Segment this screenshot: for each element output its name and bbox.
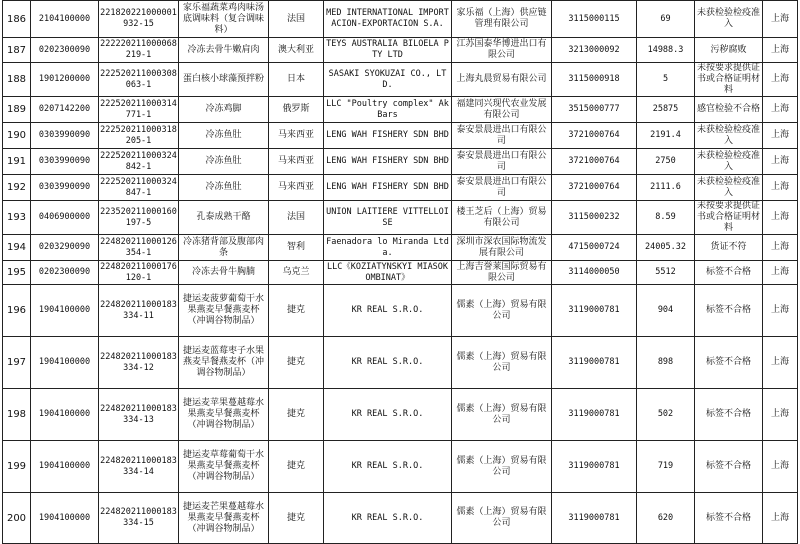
- rejection-reason: 标签不合格: [695, 285, 763, 337]
- importer-name: 儒素（上海）贸易有限公司: [452, 493, 552, 544]
- declaration-number: 224820211000183334-11: [99, 285, 179, 337]
- importer-name: 泰安景晨进出口有限公司: [452, 149, 552, 175]
- table-row: [3, 38, 798, 63]
- table-body: [3, 1, 798, 544]
- importer-name: 家乐福（上海）供应链管理有限公司: [452, 1, 552, 38]
- importer-code: 3115000115: [552, 1, 637, 38]
- importer-code: 3721000764: [552, 149, 637, 175]
- importer-code: 4715000724: [552, 235, 637, 261]
- weight-value: 502: [637, 389, 695, 441]
- port-name: 上海: [763, 441, 798, 493]
- declaration-number: 224820211000183334-12: [99, 337, 179, 389]
- origin-country: 马来西亚: [269, 149, 324, 175]
- port-name: 上海: [763, 235, 798, 261]
- weight-value: 2191.4: [637, 123, 695, 149]
- importer-code: 3721000764: [552, 175, 637, 201]
- row-number: 192: [3, 175, 31, 201]
- port-name: 上海: [763, 1, 798, 38]
- row-number: 189: [3, 97, 31, 123]
- weight-value: 2750: [637, 149, 695, 175]
- row-number: 198: [3, 389, 31, 441]
- table-row: [3, 285, 798, 337]
- rejection-reason: 未获检验检疫准入: [695, 175, 763, 201]
- hs-code: 2104100000: [31, 1, 99, 38]
- origin-country: 马来西亚: [269, 175, 324, 201]
- declaration-number: 222520211000324847-1: [99, 175, 179, 201]
- declaration-number: 224820211000176120-1: [100, 261, 177, 283]
- rejection-reason: 未按要求提供证书或合格证明材料: [695, 63, 763, 97]
- hs-code: 0303990090: [31, 175, 99, 201]
- table-row: [3, 201, 798, 235]
- declaration-number: 221820221000001932-15: [99, 1, 179, 38]
- producer-name: LLC "Poultry complex" Ak Bars: [324, 97, 452, 123]
- row-number: 188: [3, 63, 31, 97]
- importer-name: 儒素（上海）贸易有限公司: [452, 441, 552, 493]
- hs-code: 0303990090: [31, 123, 99, 149]
- importer-code: 3721000764: [552, 123, 637, 149]
- row-number: 190: [3, 123, 31, 149]
- row-number: 195: [3, 261, 31, 285]
- origin-country: 马来西亚: [269, 123, 324, 149]
- importer-name: 儒素（上海）贸易有限公司: [452, 285, 552, 337]
- origin-country: 捷克: [269, 337, 324, 389]
- weight-value: 5512: [637, 261, 695, 285]
- weight-value: 904: [637, 285, 695, 337]
- importer-code: 3115000918: [552, 63, 637, 97]
- table-row: [3, 63, 798, 97]
- origin-country: 乌克兰: [269, 261, 324, 285]
- producer-name: SASAKI SYOKUZAI CO., LTD.: [324, 63, 452, 97]
- port-name: 上海: [763, 38, 798, 63]
- hs-code: 1904100000: [31, 337, 99, 389]
- row-number: 200: [3, 493, 31, 544]
- declaration-number: 224820211000183334-14: [99, 441, 179, 493]
- row-number: 186: [3, 1, 31, 38]
- importer-code: 3515000777: [552, 97, 637, 123]
- row-number: 187: [3, 38, 31, 63]
- weight-value: 719: [637, 441, 695, 493]
- table-row: [3, 175, 798, 201]
- row-number: 196: [3, 285, 31, 337]
- port-name: 上海: [763, 201, 798, 235]
- rejection-reason: 未按要求提供证书或合格证明材料: [695, 201, 763, 235]
- weight-value: 24005.32: [637, 235, 695, 261]
- product-name: 冷冻鱼肚: [179, 149, 269, 175]
- declaration-number: 222520211000324842-1: [99, 149, 179, 175]
- table-row: [3, 493, 798, 544]
- product-name: 捷运麦菠萝葡萄干水果燕麦早餐燕麦杯（冲调谷物制品）: [179, 285, 269, 337]
- hs-code: 0202300090: [31, 261, 99, 285]
- hs-code: 1904100000: [31, 285, 99, 337]
- table-row: [3, 389, 798, 441]
- rejection-reason: 货证不符: [695, 235, 763, 261]
- port-name: 上海: [763, 493, 798, 544]
- rejection-reason: 污秽腐败: [695, 38, 763, 63]
- importer-name: 福建同兴现代农业发展有限公司: [452, 97, 552, 123]
- origin-country: 捷克: [269, 493, 324, 544]
- weight-value: 25875: [637, 97, 695, 123]
- origin-country: 澳大利亚: [269, 38, 324, 63]
- producer-name: KR REAL S.R.O.: [324, 285, 452, 337]
- importer-name: 上海丸晨贸易有限公司: [452, 63, 552, 97]
- producer-name: TEYS AUSTRALIA BILOELA PTY LTD: [324, 38, 452, 63]
- declaration-number: 224820211000183334-13: [99, 389, 179, 441]
- table-row: [3, 235, 798, 261]
- product-name: 孔泰成熟干酪: [179, 201, 269, 235]
- importer-code: 3119000781: [552, 493, 637, 544]
- importer-code: 3119000781: [552, 337, 637, 389]
- port-name: 上海: [763, 337, 798, 389]
- product-name: 蛋白核小球藻预拌粉: [179, 63, 269, 97]
- rejection-reason: 未获检验检疫准入: [695, 149, 763, 175]
- table-row: [3, 261, 798, 285]
- hs-code: 1904100000: [31, 493, 99, 544]
- port-name: 上海: [763, 63, 798, 97]
- declaration-number: 224820211000183334-15: [99, 493, 179, 544]
- port-name: 上海: [763, 175, 798, 201]
- importer-code: 3213000092: [552, 38, 637, 63]
- declaration-number: 223520211000160197-5: [99, 201, 179, 235]
- importer-name: 儒素（上海）贸易有限公司: [452, 389, 552, 441]
- importer-code: 3119000781: [552, 285, 637, 337]
- origin-country: 法国: [269, 201, 324, 235]
- origin-country: 捷克: [269, 441, 324, 493]
- origin-country: 捷克: [269, 285, 324, 337]
- product-name: 捷运麦蓝莓枣子水果燕麦早餐燕麦杯（冲调谷物制品）: [179, 337, 269, 389]
- product-name: 冷冻鱼肚: [179, 123, 269, 149]
- weight-value: 69: [637, 1, 695, 38]
- declaration-number: 222520211000318205-1: [99, 123, 179, 149]
- hs-code: 1901200000: [31, 63, 99, 97]
- origin-country: 俄罗斯: [269, 97, 324, 123]
- weight-value: 5: [637, 63, 695, 97]
- product-name: 家乐福蔬菜鸡肉味汤底调味料（复合调味料）: [179, 1, 269, 38]
- table-row: [3, 123, 798, 149]
- product-name: 冷冻去骨牛胸腩: [179, 261, 269, 285]
- rejection-table: [2, 0, 798, 544]
- producer-name: UNION LAITIERE VITTELLOISE: [324, 201, 452, 235]
- hs-code: 0207142200: [31, 97, 99, 123]
- producer-name: Faenadora lo Miranda Ltda.: [324, 235, 452, 261]
- hs-code: 1904100000: [31, 441, 99, 493]
- table-row: [3, 97, 798, 123]
- product-name: 冷冻鱼肚: [179, 175, 269, 201]
- rejection-reason: 感官检验不合格: [695, 97, 763, 123]
- producer-name: KR REAL S.R.O.: [324, 389, 452, 441]
- hs-code: 0406900000: [31, 201, 99, 235]
- port-name: 上海: [763, 389, 798, 441]
- hs-code: 1904100000: [31, 389, 99, 441]
- producer-name: LENG WAH FISHERY SDN BHD: [324, 149, 452, 175]
- importer-code: 3115000232: [552, 201, 637, 235]
- importer-code: 3114000050: [552, 261, 637, 285]
- hs-code: 0202300090: [31, 38, 99, 63]
- importer-name: 江苏国泰华博进出口有限公司: [452, 38, 552, 63]
- declaration-number: 224820211000126354-1: [99, 235, 179, 261]
- weight-value: 14988.3: [637, 38, 695, 63]
- producer-name: LENG WAH FISHERY SDN BHD: [324, 175, 452, 201]
- importer-code: 3119000781: [552, 389, 637, 441]
- table-row: [3, 441, 798, 493]
- rejection-reason: 标签不合格: [695, 389, 763, 441]
- row-number: 191: [3, 149, 31, 175]
- port-name: 上海: [763, 123, 798, 149]
- rejection-reason: 标签不合格: [695, 261, 763, 285]
- producer-name: LLC《KOZIATYNSKYI MIASOKOMBINAT》: [324, 261, 452, 285]
- weight-value: 2111.6: [637, 175, 695, 201]
- product-name: 捷运麦芒果蔓越莓水果燕麦早餐燕麦杯（冲调谷物制品）: [179, 493, 269, 544]
- producer-name: LENG WAH FISHERY SDN BHD: [324, 123, 452, 149]
- importer-code: 3119000781: [552, 441, 637, 493]
- declaration-number: 222220211000068219-1: [99, 38, 179, 63]
- port-name: 上海: [763, 285, 798, 337]
- table-row: [3, 149, 798, 175]
- producer-name: KR REAL S.R.O.: [324, 337, 452, 389]
- rejection-reason: 未获检验检疫准入: [695, 123, 763, 149]
- hs-code: 0303990090: [31, 149, 99, 175]
- origin-country: 法国: [269, 1, 324, 38]
- port-name: 上海: [763, 261, 798, 285]
- weight-value: 898: [637, 337, 695, 389]
- weight-value: 620: [637, 493, 695, 544]
- product-name: 捷运麦苹果蔓越莓水果燕麦早餐燕麦杯（冲调谷物制品）: [179, 389, 269, 441]
- rejection-reason: 标签不合格: [695, 337, 763, 389]
- product-name: 捷运麦草莓葡萄干水果燕麦早餐燕麦杯（冲调谷物制品）: [179, 441, 269, 493]
- row-number: 193: [3, 201, 31, 235]
- importer-name: 儒素（上海）贸易有限公司: [452, 337, 552, 389]
- importer-name: 泰安景晨进出口有限公司: [452, 123, 552, 149]
- importer-name: 上海吉誉莱国际贸易有限公司: [452, 261, 552, 285]
- importer-name: 深圳市深农国际物流发展有限公司: [452, 235, 552, 261]
- origin-country: 智利: [269, 235, 324, 261]
- importer-name: 泰安景晨进出口有限公司: [452, 175, 552, 201]
- table-row: [3, 1, 798, 38]
- producer-name: KR REAL S.R.O.: [324, 441, 452, 493]
- port-name: 上海: [763, 149, 798, 175]
- origin-country: 日本: [269, 63, 324, 97]
- port-name: 上海: [763, 97, 798, 123]
- rejection-reason: 未获检验检疫准入: [695, 1, 763, 38]
- table-row: [3, 337, 798, 389]
- producer-name: KR REAL S.R.O.: [324, 493, 452, 544]
- declaration-number: 222520211000308063-1: [99, 63, 179, 97]
- producer-name: MED INTERNATIONAL IMPORTACION-EXPORTACION S.A.: [324, 1, 452, 38]
- product-name: 冷冻猪背部及腹部肉条: [179, 235, 269, 261]
- row-number: 194: [3, 235, 31, 261]
- product-name: 冷冻鸡脚: [179, 97, 269, 123]
- product-name: 冷冻去骨牛嫩肩肉: [179, 38, 269, 63]
- declaration-number: 222520211000314771-1: [99, 97, 179, 123]
- row-number: 197: [3, 337, 31, 389]
- importer-name: 楼王芝后（上海）贸易有限公司: [452, 201, 552, 235]
- origin-country: 捷克: [269, 389, 324, 441]
- rejection-reason: 标签不合格: [695, 441, 763, 493]
- row-number: 199: [3, 441, 31, 493]
- rejection-reason: 标签不合格: [695, 493, 763, 544]
- weight-value: 8.59: [637, 201, 695, 235]
- hs-code: 0203290090: [31, 235, 99, 261]
